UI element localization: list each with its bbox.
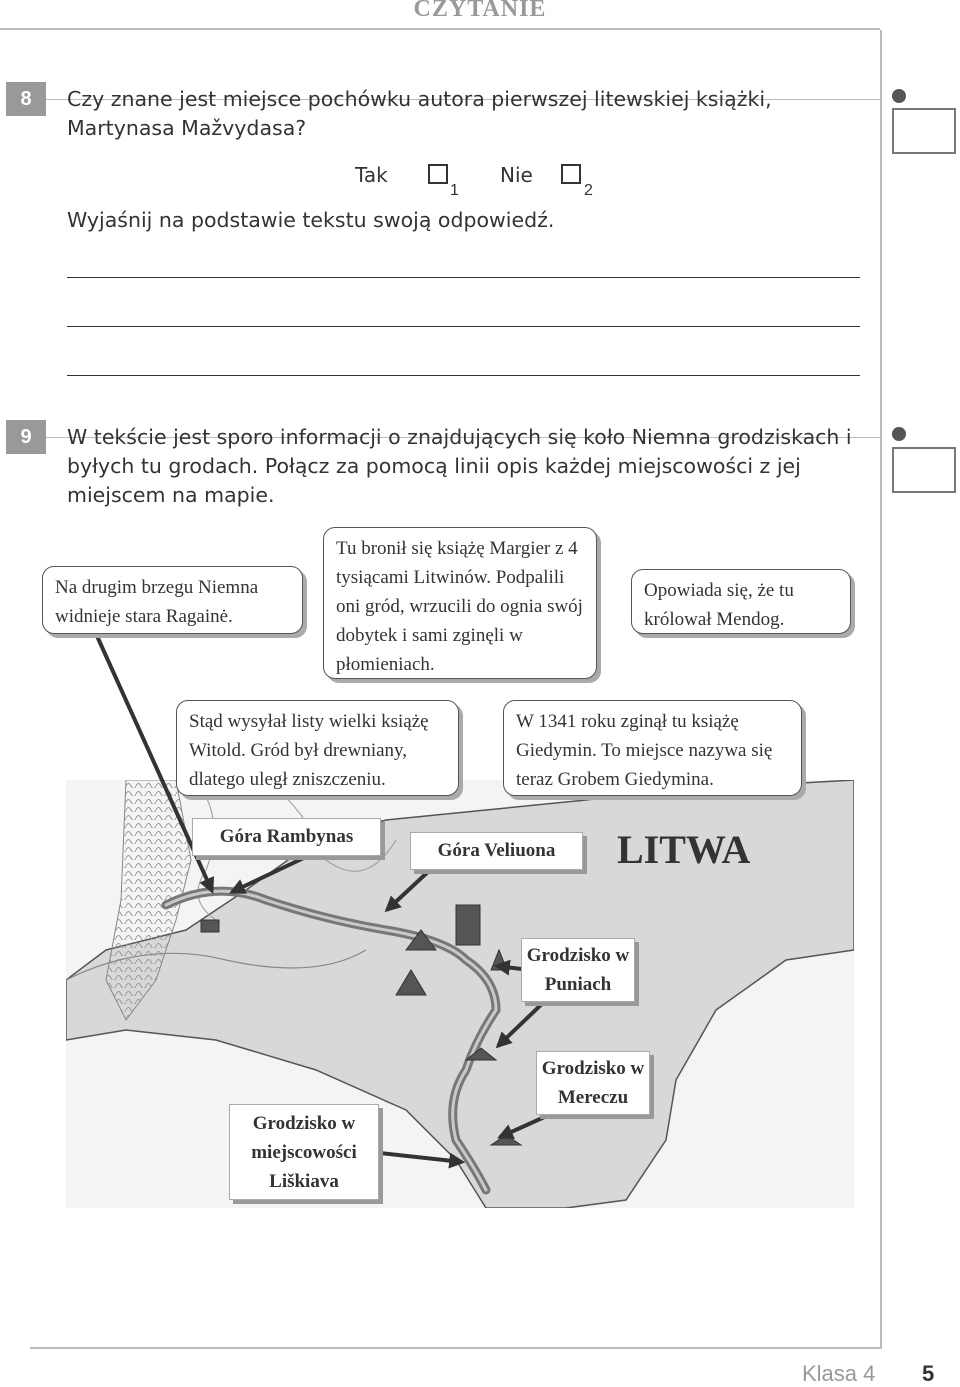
option-yes-label: Tak [355, 163, 388, 187]
question-8-prompt: Czy znane jest miejsce pochówku autora pierwszej litewskiej książki, Martynasa Mažvydasa? [67, 87, 772, 140]
description-mendog[interactable]: Opowiada się, że tu królował Mendog. [631, 569, 851, 634]
description-margier[interactable]: Tu bronił się książę Margier z 4 tysiącami Litwinów. Podpalili oni gród, wrzucili do ognia swój dobytek i sami zginęli w płomieniach. [323, 527, 597, 679]
map-label-grodzisko-punie[interactable]: Grodzisko w Puniach [521, 938, 635, 1002]
description-witold[interactable]: Stąd wysyłał listy wielki książę Witold. Gród był drewniany, dlatego uległ zniszczeniu. [176, 700, 459, 796]
option-no-label: Nie [500, 163, 533, 187]
question-9-number: 9 [6, 420, 46, 454]
description-giedymin[interactable]: W 1341 roku zginął tu książę Giedymin. To miejsce nazywa się teraz Grobem Giedymina. [503, 700, 802, 796]
option-yes-code: 1 [450, 182, 459, 199]
question-9-prompt: W tekście jest sporo informacji o znajdujących się koło Niemna grodziskach i byłych tu grodach. Połącz za pomocą linii opis każdej miejscowości z jej miejscem na mapie. [67, 425, 852, 507]
map-label-grodzisko-merecz[interactable]: Grodzisko w Mereczu [536, 1051, 650, 1115]
footer-page-number: 5 [922, 1361, 935, 1386]
footer-grade: Klasa 4 [802, 1361, 876, 1386]
map-label-grodzisko-liskiava[interactable]: Grodzisko w miejscowości Liškiava [229, 1104, 379, 1200]
section-title: CZYTANIE [413, 0, 547, 22]
option-no-code: 2 [584, 182, 593, 199]
question-8-number: 8 [6, 82, 46, 116]
map-label-gora-veliuona[interactable]: Góra Veliuona [410, 832, 583, 870]
map-country-name: LITWA [617, 827, 751, 872]
description-ragaine[interactable]: Na drugim brzegu Niemna widnieje stara Ragainė. [42, 566, 303, 634]
explain-instruction: Wyjaśnij na podstawie tekstu swoją odpowiedź. [67, 208, 555, 232]
map-label-gora-rambynas[interactable]: Góra Rambynas [192, 818, 381, 856]
